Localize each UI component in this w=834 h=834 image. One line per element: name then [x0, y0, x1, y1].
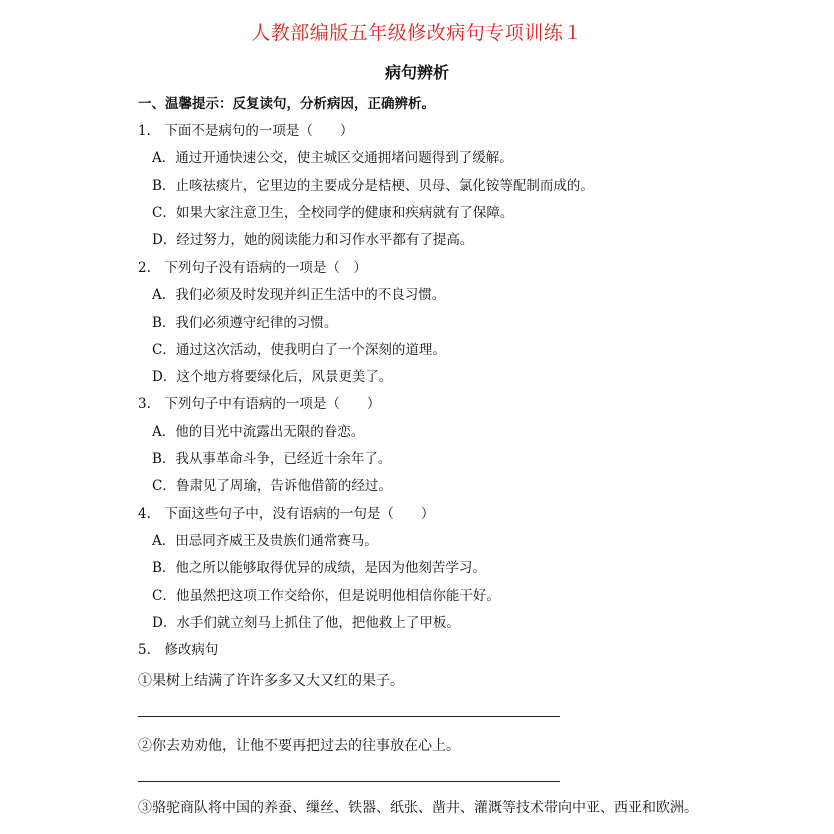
answer-blank-2[interactable] [138, 781, 560, 782]
option-4b: B．他之所以能够取得优异的成绩，是因为他刻苦学习。 [152, 560, 486, 576]
option-4a: A．田忌同齐威王及贵族们通常赛马。 [152, 533, 378, 549]
option-1b: B．止咳祛痰片，它里边的主要成分是桔梗、贝母、氯化铵等配制而成的。 [152, 178, 594, 194]
option-4d: D．水手们就立刻马上抓住了他，把他救上了甲板。 [152, 615, 460, 631]
rewrite-item-3: ③骆驼商队将中国的养蚕、缫丝、铁器、纸张、凿井、灌溉等技术带向中亚、西亚和欧洲。 [138, 800, 698, 816]
section-subtitle: 病句辨析 [384, 63, 449, 82]
rewrite-item-1: ①果树上结满了许许多多又大又红的果子。 [138, 673, 404, 689]
question-stem-4: 4. 下面这些句子中，没有语病的一句是（ ） [138, 506, 435, 522]
rewrite-item-2: ②你去劝劝他，让他不要再把过去的往事放在心上。 [138, 738, 460, 754]
option-2b: B．我们必须遵守纪律的习惯。 [152, 315, 338, 331]
document-title: 人教部编版五年级修改病句专项训练１ [251, 22, 583, 44]
option-1c: C．如果大家注意卫生，全校同学的健康和疾病就有了保障。 [152, 205, 514, 221]
option-2a: A．我们必须及时发现并纠正生活中的不良习惯。 [152, 287, 446, 303]
option-2d: D．这个地方将要绿化后，风景更美了。 [152, 369, 393, 385]
option-1a: A．通过开通快速公交，使主城区交通拥堵问题得到了缓解。 [152, 150, 513, 166]
answer-blank-1[interactable] [138, 716, 560, 717]
question-stem-3: 3. 下列句子中有语病的一项是（ ） [138, 396, 381, 412]
option-4c: C．他虽然把这项工作交给你，但是说明他相信你能干好。 [152, 588, 500, 604]
question-stem-5: 5. 修改病句 [138, 642, 219, 658]
hint-text: 一、温馨提示：反复读句，分析病因，正确辨析。 [138, 96, 435, 112]
option-3c: C．鲁肃见了周瑜，告诉他借箭的经过。 [152, 478, 392, 494]
question-stem-2: 2. 下列句子没有语病的一项是（ ） [138, 260, 367, 276]
option-2c: C．通过这次活动，使我明白了一个深刻的道理。 [152, 342, 446, 358]
option-3a: A．他的目光中流露出无限的眷恋。 [152, 424, 365, 440]
option-1d: D．经过努力，她的阅读能力和习作水平都有了提高。 [152, 232, 474, 248]
question-stem-1: 1. 下面不是病句的一项是（ ） [138, 123, 354, 139]
option-3b: B．我从事革命斗争，已经近十余年了。 [152, 451, 392, 467]
